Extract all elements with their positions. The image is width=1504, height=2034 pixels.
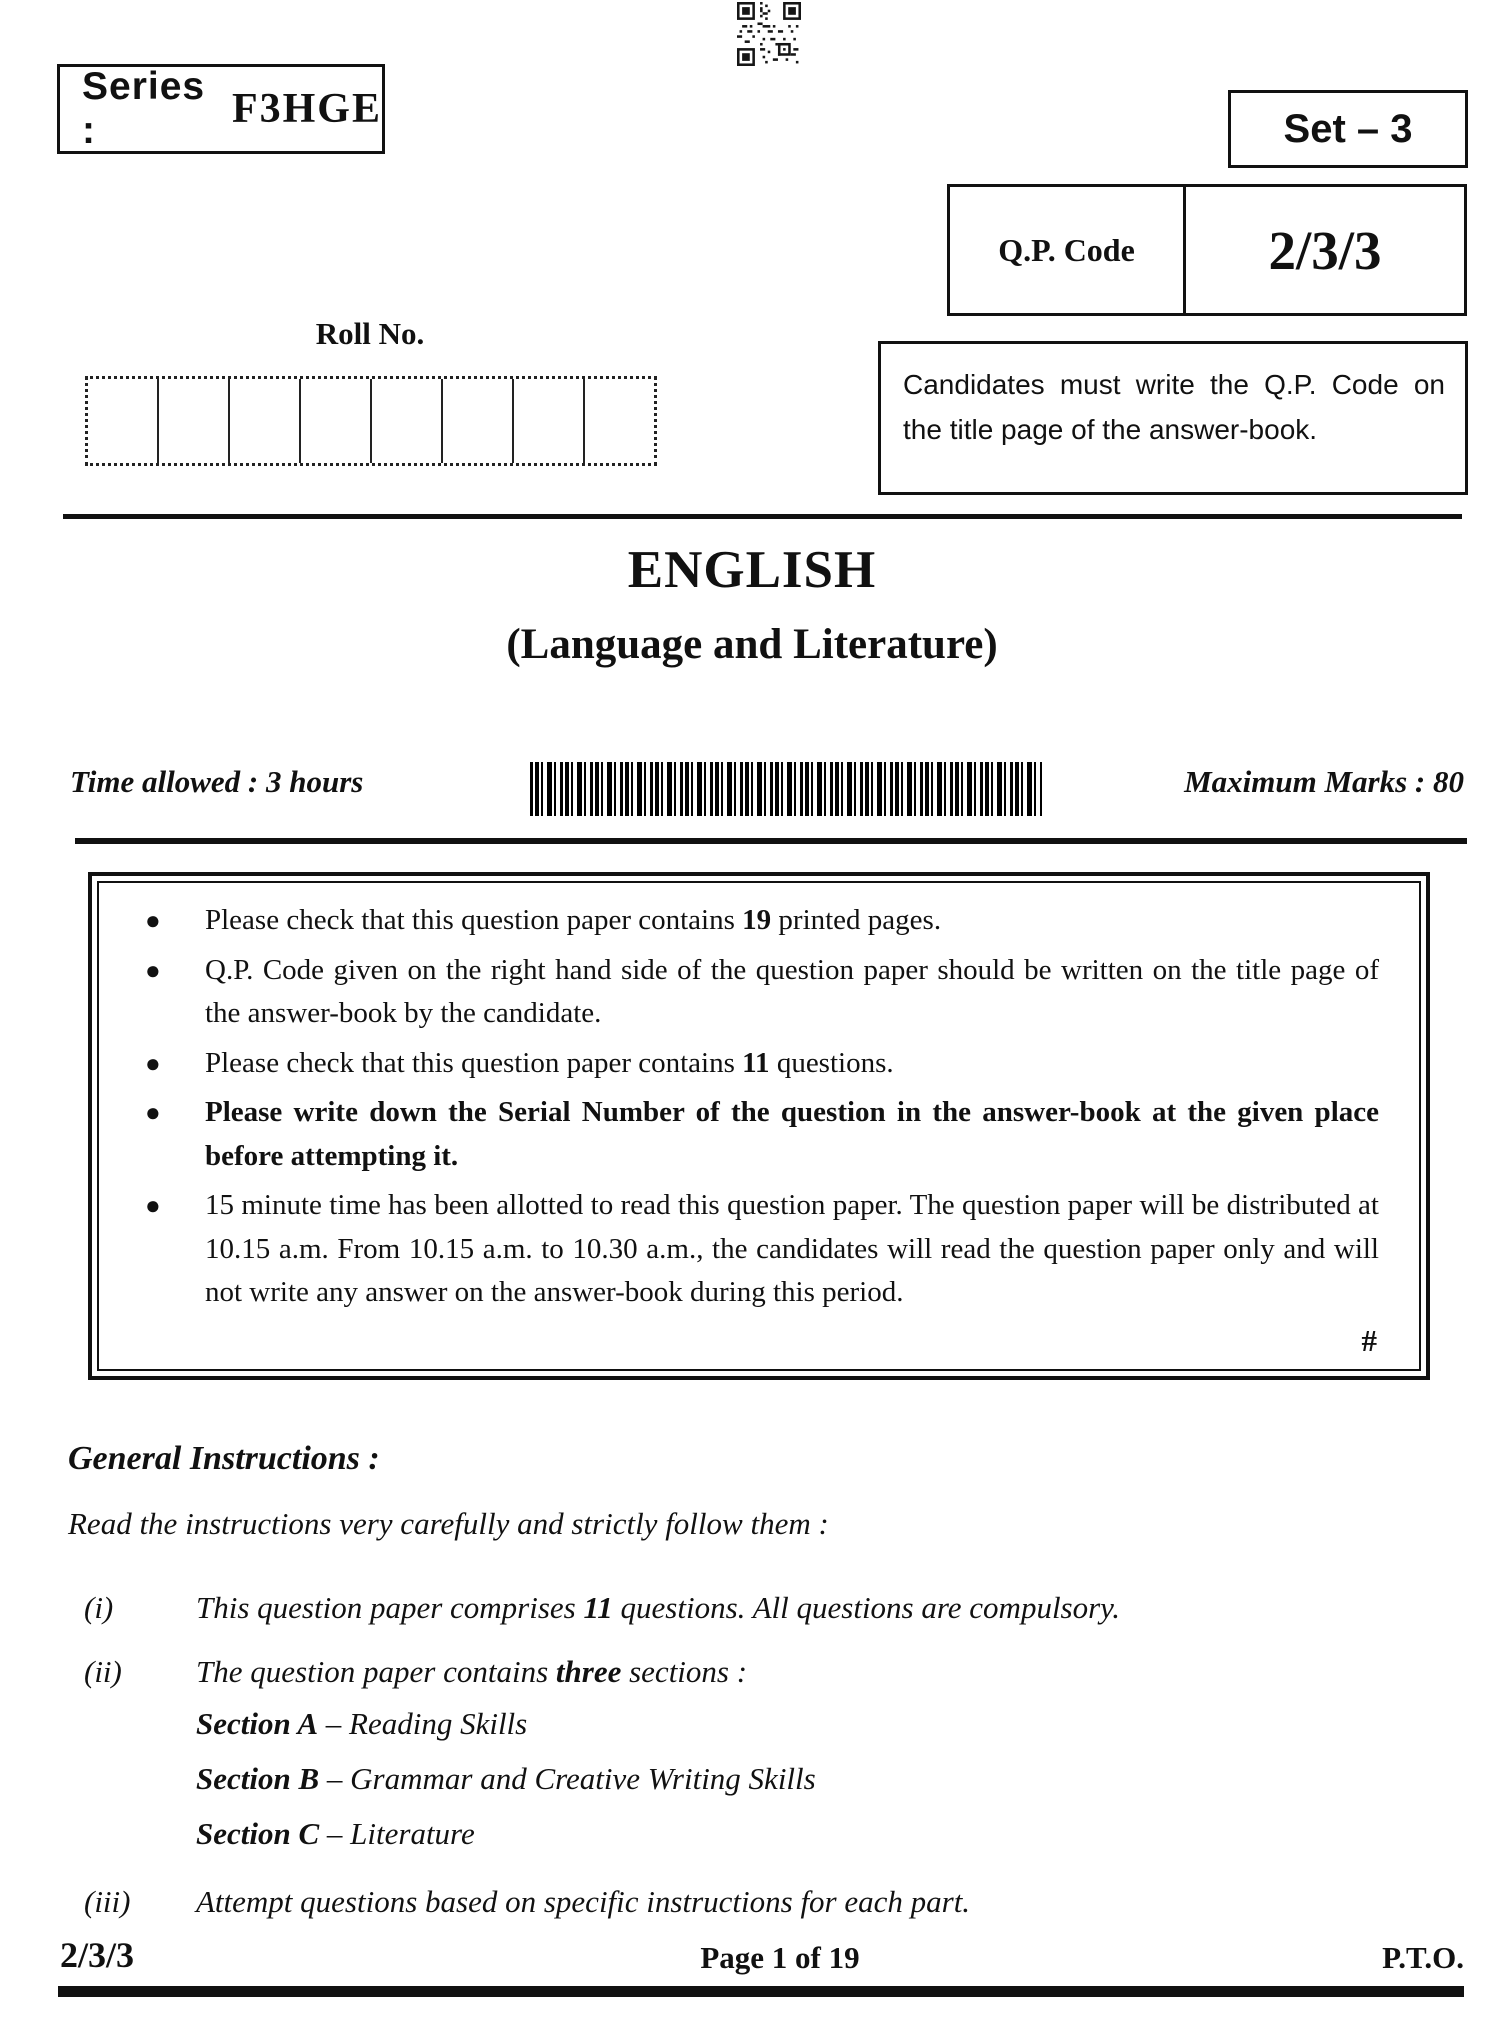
roll-number-cell	[301, 379, 372, 463]
series-box	[57, 64, 385, 154]
bullet-icon: ●	[145, 1048, 161, 1078]
section-line: Section B – Grammar and Creative Writing Skills	[196, 1761, 816, 1796]
divider-bottom	[58, 1986, 1464, 1997]
general-instructions-intro: Read the instructions very carefully and strictly follow them :	[68, 1506, 829, 1541]
roll-number-cell	[159, 379, 230, 463]
notice-bullet-text: Please check that this question paper contains 19 printed pages.	[205, 904, 942, 936]
roll-number-cell	[88, 379, 159, 463]
paper-subtitle: (Language and Literature)	[506, 621, 998, 668]
roll-number-cell	[443, 379, 514, 463]
instruction-item-label: (i)	[84, 1590, 114, 1625]
barcode-icon	[530, 762, 1042, 816]
notice-box-inner	[97, 881, 1421, 1371]
bullet-icon: ●	[145, 955, 161, 985]
roll-number-grid	[85, 376, 657, 466]
instruction-item-label: (iii)	[84, 1884, 131, 1919]
roll-number-cell	[372, 379, 443, 463]
footer-pto: P.T.O.	[1382, 1940, 1464, 1975]
general-instructions-heading: General Instructions :	[68, 1440, 380, 1477]
section-line: Section C – Literature	[196, 1816, 475, 1851]
notice-bullet	[145, 1091, 1379, 1178]
set-box: Set – 3	[1228, 90, 1468, 168]
roll-number-cell	[585, 379, 654, 463]
footer-paper-code: 2/3/3	[60, 1935, 135, 1975]
bullet-icon: ●	[145, 1098, 161, 1127]
notice-bullet	[145, 1042, 1379, 1086]
instruction-item-label: (ii)	[84, 1654, 122, 1689]
notice-box	[88, 872, 1430, 1380]
time-allowed: Time allowed : 3 hours	[70, 764, 364, 799]
paper-title: ENGLISH	[627, 541, 877, 599]
notice-bullet-text: Please write down the Serial Number of the question in the answer-book at the given place before attempting it.	[205, 1096, 1379, 1172]
instruction-item	[84, 1880, 1430, 1925]
notice-bullet-text: 15 minute time has been allotted to read this question paper. The question paper will be distributed at 10.15 a.m. From 10.15 a.m. to 10.30 a.m., the candidates will read the question paper only and will not write any answer on the answer-book during this period.	[205, 1189, 1379, 1308]
bullet-icon: ●	[145, 1191, 161, 1220]
instruction-item	[84, 1650, 1430, 1695]
notice-bullet	[145, 949, 1379, 1036]
divider-middle	[75, 838, 1467, 844]
notice-bullet	[145, 899, 1379, 943]
notice-bullet-text: Q.P. Code given on the right hand side of the question paper should be written on the title page of the answer-book by the candidate.	[205, 953, 1379, 1029]
roll-number-cell	[230, 379, 301, 463]
qp-code-value: 2/3/3	[1268, 219, 1382, 281]
series-code: F3HGE	[231, 86, 382, 132]
hash-mark: #	[1361, 1323, 1377, 1358]
divider-top	[63, 514, 1462, 519]
series-label: Series :	[82, 65, 206, 152]
qp-code-label: Q.P. Code	[950, 187, 1186, 313]
qr-code-icon	[737, 2, 801, 66]
notice-bullet	[145, 1184, 1379, 1315]
instruction-item	[84, 1586, 1430, 1631]
qp-code-table	[947, 184, 1467, 316]
section-line: Section A – Reading Skills	[196, 1706, 528, 1741]
candidates-note-box: Candidates must write the Q.P. Code on the title page of the answer-book.	[878, 341, 1468, 495]
roll-no-label: Roll No.	[315, 316, 425, 351]
bullet-icon: ●	[145, 906, 161, 935]
roll-number-cell	[514, 379, 585, 463]
instruction-item-text: Attempt questions based on specific instructions for each part.	[196, 1884, 971, 1919]
notice-bullet-text: Please check that this question paper contains 11 questions.	[205, 1046, 894, 1079]
instruction-item-text: This question paper comprises 11 questions. All questions are compulsory.	[196, 1590, 1120, 1625]
footer-page-number: Page 1 of 19	[700, 1940, 860, 1975]
instruction-item-text: The question paper contains three sections :	[196, 1654, 748, 1689]
maximum-marks: Maximum Marks : 80	[1184, 764, 1464, 799]
